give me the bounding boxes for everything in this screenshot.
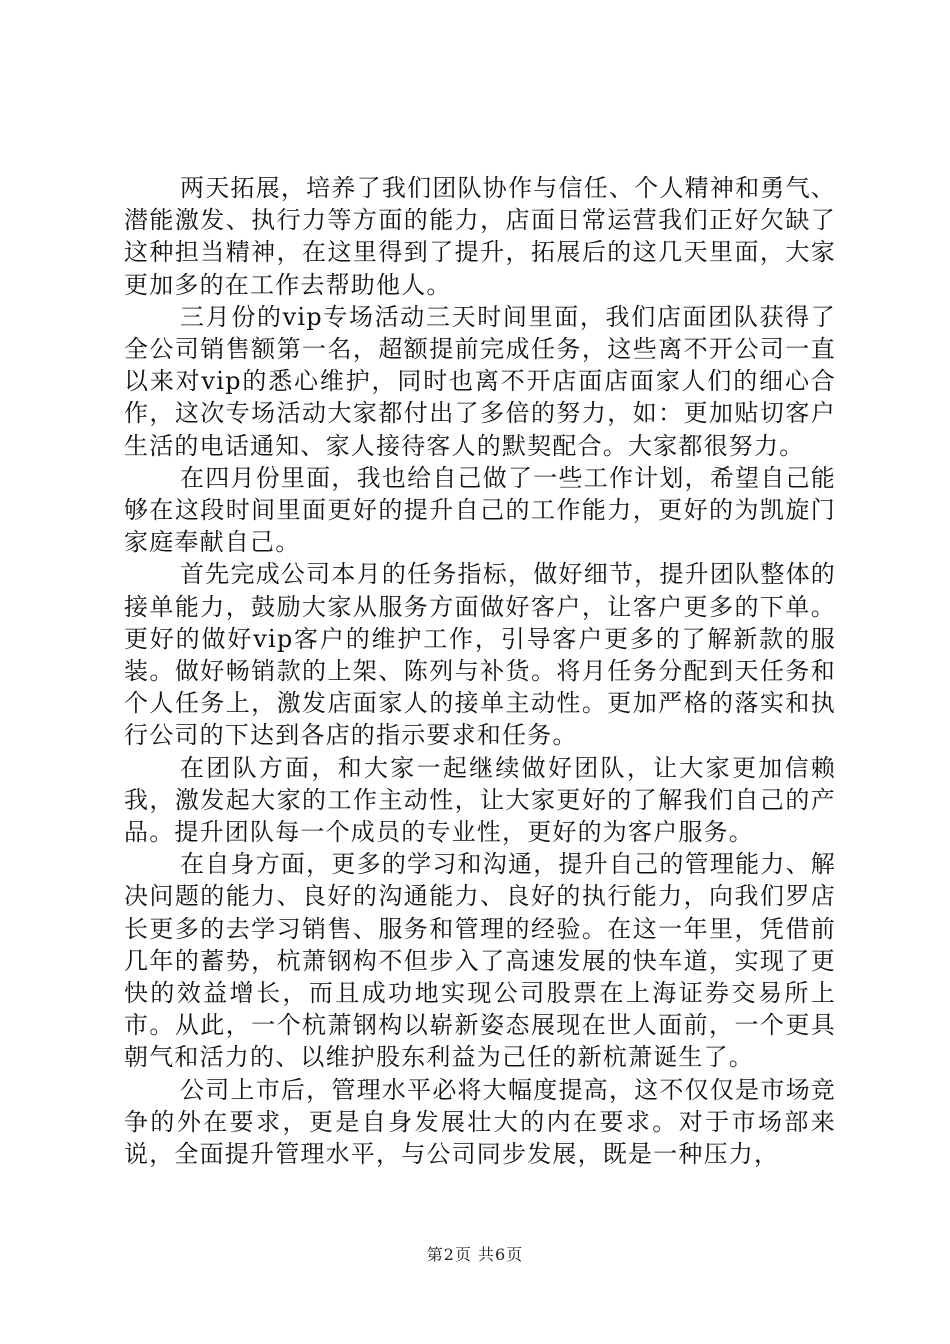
paragraph-3: 在四月份里面，我也给自己做了一些工作计划，希望自己能够在这段时间里面更好的提升自己的工作能力，更好的为凯旋门家庭奉献自己。 xyxy=(124,463,836,557)
page-number-footer: 第2页 共6页 xyxy=(426,1245,524,1264)
paragraph-4: 首先完成公司本月的任务指标，做好细节，提升团队整体的接单能力，鼓励大家从服务方面做好客户，让客户更多的下单。更好的做好vip客户的维护工作，引导客户更多的了解新款的服装。做好畅销款的上架、陈列与补货。将月任务分配到天任务和个人任务上，激发店面家人的接单主动性。更加严格的落实和执行公司的下达到各店的指示要求和任务。 xyxy=(124,560,836,750)
document-body xyxy=(124,172,836,1170)
paragraph-1: 两天拓展，培养了我们团队协作与信任、个人精神和勇气、潜能激发、执行力等方面的能力，店面日常运营我们正好欠缺了这种担当精神，在这里得到了提升，拓展后的这几天里面，大家更加多的在工作去帮助他人。 xyxy=(124,174,836,299)
paragraph-6: 在自身方面，更多的学习和沟通，提升自己的管理能力、解决问题的能力、良好的沟通能力、良好的执行能力，向我们罗店长更多的去学习销售、服务和管理的经验。在这一年里，凭借前几年的蓄势，杭萧钢构不但步入了高速发展的快车道，实现了更快的效益增长，而且成功地实现公司股票在上海证券交易所上市。从此，一个杭萧钢构以崭新姿态展现在世人面前，一个更具朝气和活力的、以维护股东利益为己任的新杭萧诞生了。 xyxy=(124,850,836,1072)
paragraph-2: 三月份的vip专场活动三天时间里面，我们店面团队获得了全公司销售额第一名，超额提前完成任务，这些离不开公司一直以来对vip的悉心维护，同时也离不开店面店面家人们的细心合作，这次专场活动大家都付出了多倍的努力，如：更加贴切客户生活的电话通知、家人接待客人的默契配合。大家都很努力。 xyxy=(124,302,836,460)
paragraph-5: 在团队方面，和大家一起继续做好团队，让大家更加信赖我，激发起大家的工作主动性，让大家更好的了解我们自己的产品。提升团队每一个成员的专业性，更好的为客户服务。 xyxy=(124,753,836,847)
paragraph-7: 公司上市后，管理水平必将大幅度提高，这不仅仅是市场竞争的外在要求，更是自身发展壮大的内在要求。对于市场部来说，全面提升管理水平，与公司同步发展，既是一种压力， xyxy=(124,1075,836,1169)
